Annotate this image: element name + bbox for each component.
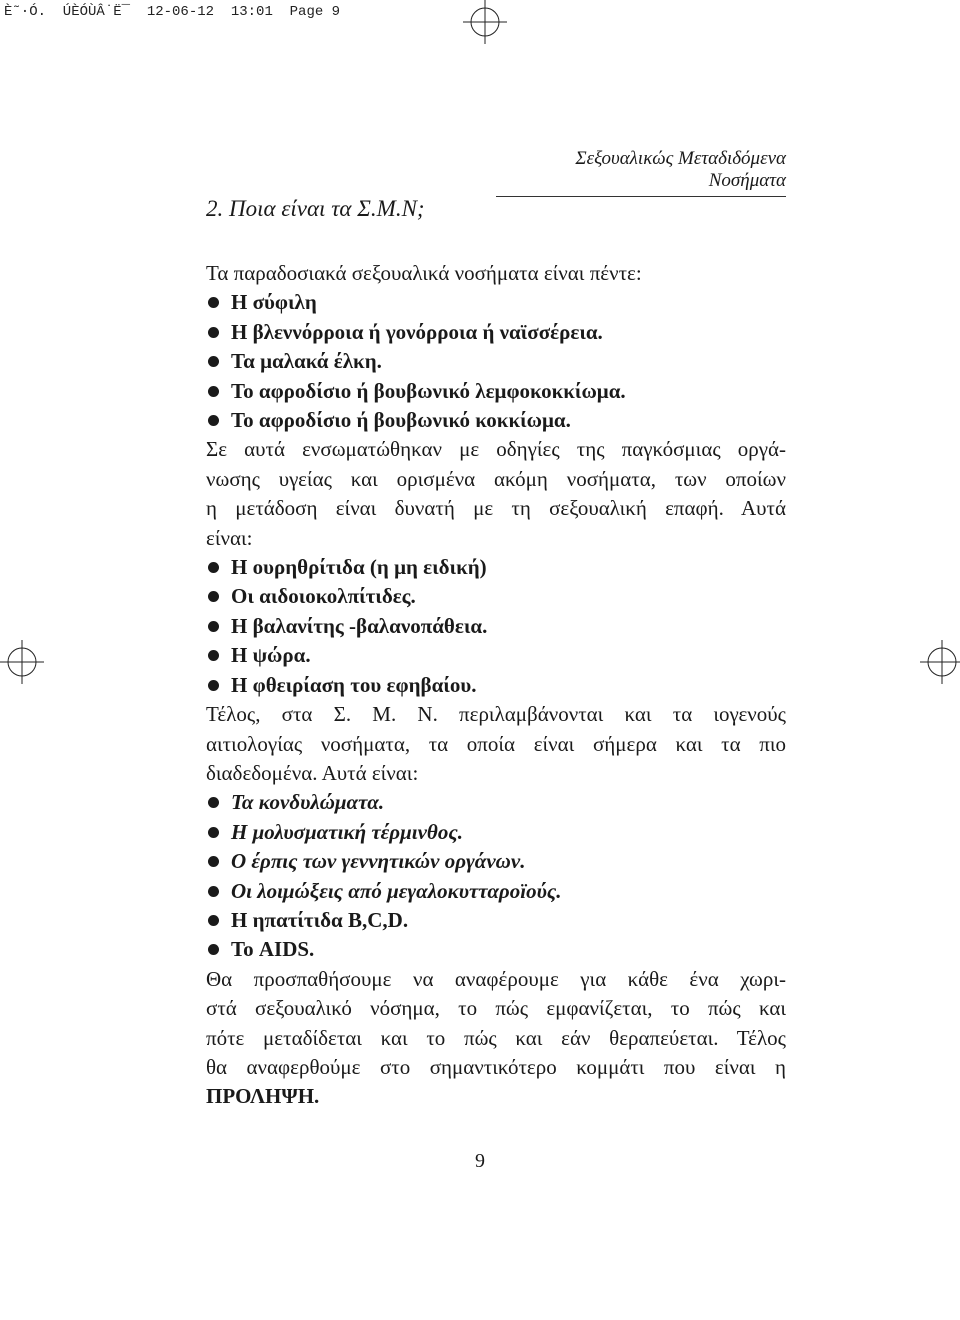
paragraph-line: είναι:: [206, 525, 253, 550]
paragraph-line: πότε μεταδίδεται και το πώς και εάν θεραπεύεται. Τέλος: [206, 1025, 786, 1050]
bullet-icon: [208, 827, 219, 838]
list-item: Η ψώρα.: [206, 641, 786, 670]
viral-diseases-list: [206, 788, 786, 964]
bullet-icon: [208, 797, 219, 808]
list-item: Ο έρπις των γεννητικών οργάνων.: [206, 847, 786, 876]
list-item: Η βλεννόρροια ή γονόρροια ή ναϊσσέρεια.: [206, 318, 786, 347]
bullet-icon: [208, 886, 219, 897]
paragraph-line: νωσης υγείας και ορισμένα ακόμη νοσήματα, των οποίων: [206, 466, 786, 491]
bullet-icon: [208, 562, 219, 573]
bullet-icon: [208, 680, 219, 691]
paragraph-line: θα αναφερθούμε στο σημαντικότερο κομμάτι που είναι η: [206, 1054, 786, 1079]
paragraph-line: η μετάδοση είναι δυνατή με τη σεξουαλική επαφή. Αυτά: [206, 496, 786, 521]
bullet-icon: [208, 297, 219, 308]
bullet-icon: [208, 415, 219, 426]
bullet-icon: [208, 915, 219, 926]
list-item: Η σύφιλη: [206, 288, 786, 317]
print-slug: È˜·Ó. ÚÈÓÙÂ˙Ë¯ 12-06-12 13:01 Page 9: [4, 4, 341, 20]
list-item: Τα κονδυλώματα.: [206, 788, 786, 817]
paragraph-line: στά σεξουαλικό νόσημα, το πώς εμφανίζεται, το πώς και: [206, 996, 786, 1021]
closing-emphasis: ΠΡΟΛΗΨΗ.: [206, 1084, 320, 1109]
registration-mark-icon: [463, 0, 507, 44]
bullet-icon: [208, 327, 219, 338]
running-head: Σεξουαλικώς Μεταδιδόμενα Νοσήματα: [496, 148, 786, 197]
bullet-icon: [208, 591, 219, 602]
list-item: Η φθειρίαση του εφηβαίου.: [206, 671, 786, 700]
list-item: Οι αιδοιοκολπίτιδες.: [206, 582, 786, 611]
section-title: 2. Ποια είναι τα Σ.Μ.Ν;: [206, 196, 425, 221]
paragraph-line: Θα προσπαθήσουμε να αναφέρουμε για κάθε ένα χωρι-: [206, 966, 786, 991]
list-item: Η βαλανίτης -βαλανοπάθεια.: [206, 612, 786, 641]
who-diseases-list: [206, 553, 786, 700]
registration-mark-icon: [0, 640, 44, 684]
bullet-icon: [208, 650, 219, 661]
paragraph-line: αιτιολογίας νοσήματα, τα οποία είναι σήμερα και τα πιο: [206, 731, 786, 756]
page-body: [206, 259, 786, 1112]
page-number: 9: [475, 1150, 485, 1172]
list-item: Η μολυσματική τέρμινθος.: [206, 818, 786, 847]
list-item: Η ηπατίτιδα B,C,D.: [206, 906, 786, 935]
list-item: Το αφροδίσιο ή βουβωνικό κοκκίωμα.: [206, 406, 786, 435]
bullet-icon: [208, 621, 219, 632]
list-item: Οι λοιμώξεις από μεγαλοκυτταροϊούς.: [206, 877, 786, 906]
paragraph-line: Τέλος, στα Σ. Μ. Ν. περιλαμβάνονται και τα ιογενούς: [206, 702, 786, 727]
bullet-icon: [208, 356, 219, 367]
bullet-icon: [208, 386, 219, 397]
paragraph-line: Σε αυτά ενσωματώθηκαν με οδηγίες της παγκόσμιας οργά-: [206, 437, 786, 462]
registration-mark-icon: [920, 640, 960, 684]
list-item: Το AIDS.: [206, 935, 786, 964]
bullet-icon: [208, 944, 219, 955]
paragraph-line: διαδεδομένα. Αυτά είναι:: [206, 760, 419, 785]
intro-text: Τα παραδοσιακά σεξουαλικά νοσήματα είναι πέντε:: [206, 261, 642, 285]
list-item: Τα μαλακά έλκη.: [206, 347, 786, 376]
traditional-diseases-list: [206, 288, 786, 435]
list-item: Το αφροδίσιο ή βουβωνικό λεμφοκοκκίωμα.: [206, 377, 786, 406]
list-item: Η ουρηθρίτιδα (η μη ειδική): [206, 553, 786, 582]
bullet-icon: [208, 856, 219, 867]
